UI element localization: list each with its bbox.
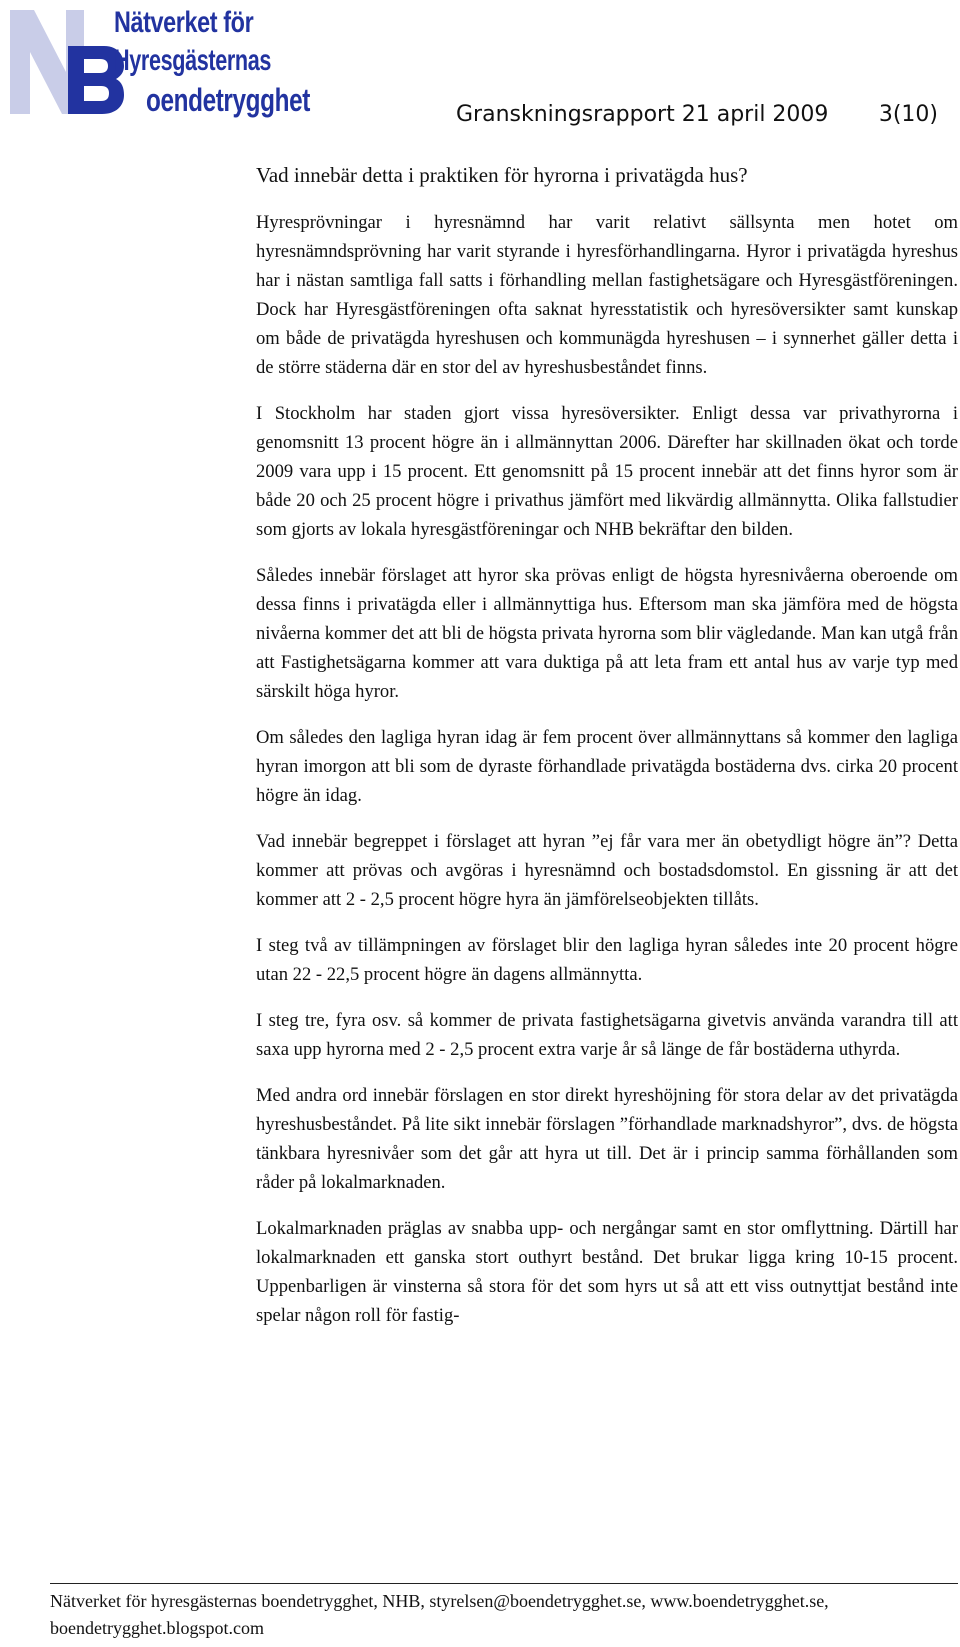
report-title: Granskningsrapport 21 april 2009: [456, 102, 829, 127]
main-content: [256, 160, 958, 1347]
paragraph: Om således den lagliga hyran idag är fem procent över allmännyttans så kommer den lagliga hyran imorgon att bli som de dyraste förhandlade privatägda bostäderna dvs. cirka 20 procent högre än idag.: [256, 727, 958, 806]
logo-text-line2: Hyresgästernas: [114, 44, 272, 77]
section-heading: Vad innebär detta i praktiken för hyrorna i privatägda hus?: [256, 163, 748, 187]
paragraph: Vad innebär begreppet i förslaget att hyran ”ej får vara mer än obetydligt högre än”? Detta kommer att prövas och avgöras i hyresnämnd och bostadsdomstol. En gissning är att det kommer att 2 - 2,5 procent högre hyra än jämförelseobjekten tillåts.: [256, 831, 958, 910]
paragraph: Således innebär förslaget att hyror ska prövas enligt de högsta hyresnivåerna oberoende om dessa finns i privatägda eller i allmännyttiga hus. Eftersom man ska jämföra med de högsta nivåerna kommer det att bli de högsta privata hyrorna som blir vägledande. Man kan utgå från att Fastighetsägarna kommer att vara duktiga på att leta fram ett antal hus av varje typ med särskilt höga hyror.: [256, 565, 958, 702]
page-number: 3(10): [878, 102, 938, 127]
paragraph: Hyresprövningar i hyresnämnd har varit relativt sällsynta men hotet om hyresnämndsprövning har varit styrande i hyresförhandlingarna. Hyror i privatägda hyreshus har i nästan samtliga fall satts i förhandling mellan fastighetsägare och Hyresgästföreningen. Dock har Hyresgästföreningen ofta saknat hyresstatistik och hyresöversikter samt kunskap om både de privatägda hyreshusen och kommunägda hyreshusen – i synnerhet gäller detta i de större städerna där en stor del av hyreshusbeståndet finns.: [256, 212, 958, 378]
nhb-logo: [4, 2, 344, 122]
paragraph: I Stockholm har staden gjort vissa hyresöversikter. Enligt dessa var privathyrorna i genomsnitt 13 procent högre än i allmännyttan 2006. Därefter har skillnaden ökat och torde 2009 vara upp i 15 procent. Ett genomsnitt på 15 procent innebär att det finns hyror som är både 20 och 25 procent högre i privathus jämfört med likvärdig allmännytta. Olika fallstudier som gjorts av lokala hyresgästföreningar och NHB bekräftar den bilden.: [256, 403, 958, 540]
footer-contact-line: Nätverket för hyresgästernas boendetrygghet, NHB, styrelsen@boendetrygghet.se, www.boendetrygghet.se,: [50, 1591, 829, 1611]
nhb-logo-mark: [4, 2, 124, 120]
footer: [50, 1588, 958, 1642]
paragraph: I steg två av tillämpningen av förslaget blir den lagliga hyran således inte 20 procent högre utan 22 - 22,5 procent högre än dagens allmännytta.: [256, 935, 958, 985]
paragraph: I steg tre, fyra osv. så kommer de privata fastighetsägarna givetvis använda varandra till att saxa upp hyrorna med 2 - 2,5 procent extra varje år så länge de får bostäderna uthyrda.: [256, 1010, 958, 1060]
footer-blog-line: boendetrygghet.blogspot.com: [50, 1618, 264, 1638]
paragraph: Med andra ord innebär förslagen en stor direkt hyreshöjning för stora delar av det privatägda hyreshusbeståndet. På lite sikt innebär förslagen ”förhandlade marknadshyror”, dvs. de högsta tänkbara hyresnivåer som det går att hyra ut till. Det är i princip samma förhållanden som råder på lokalmarknaden.: [256, 1085, 958, 1193]
logo-text-line3: oendetrygghet: [146, 82, 310, 118]
footer-divider: [50, 1583, 958, 1584]
logo-text-line1: Nätverket för: [114, 6, 254, 39]
paragraph: Lokalmarknaden präglas av snabba upp- och nergångar samt en stor omflyttning. Därtill har lokalmarknaden ett ganska stort outhyrt bestånd. Det brukar ligga kring 10-15 procent. Uppenbarligen är vinsterna så stora för det som hyrs ut så att ett viss outnyttjat bestånd inte spelar någon roll för fastig-: [256, 1218, 958, 1326]
